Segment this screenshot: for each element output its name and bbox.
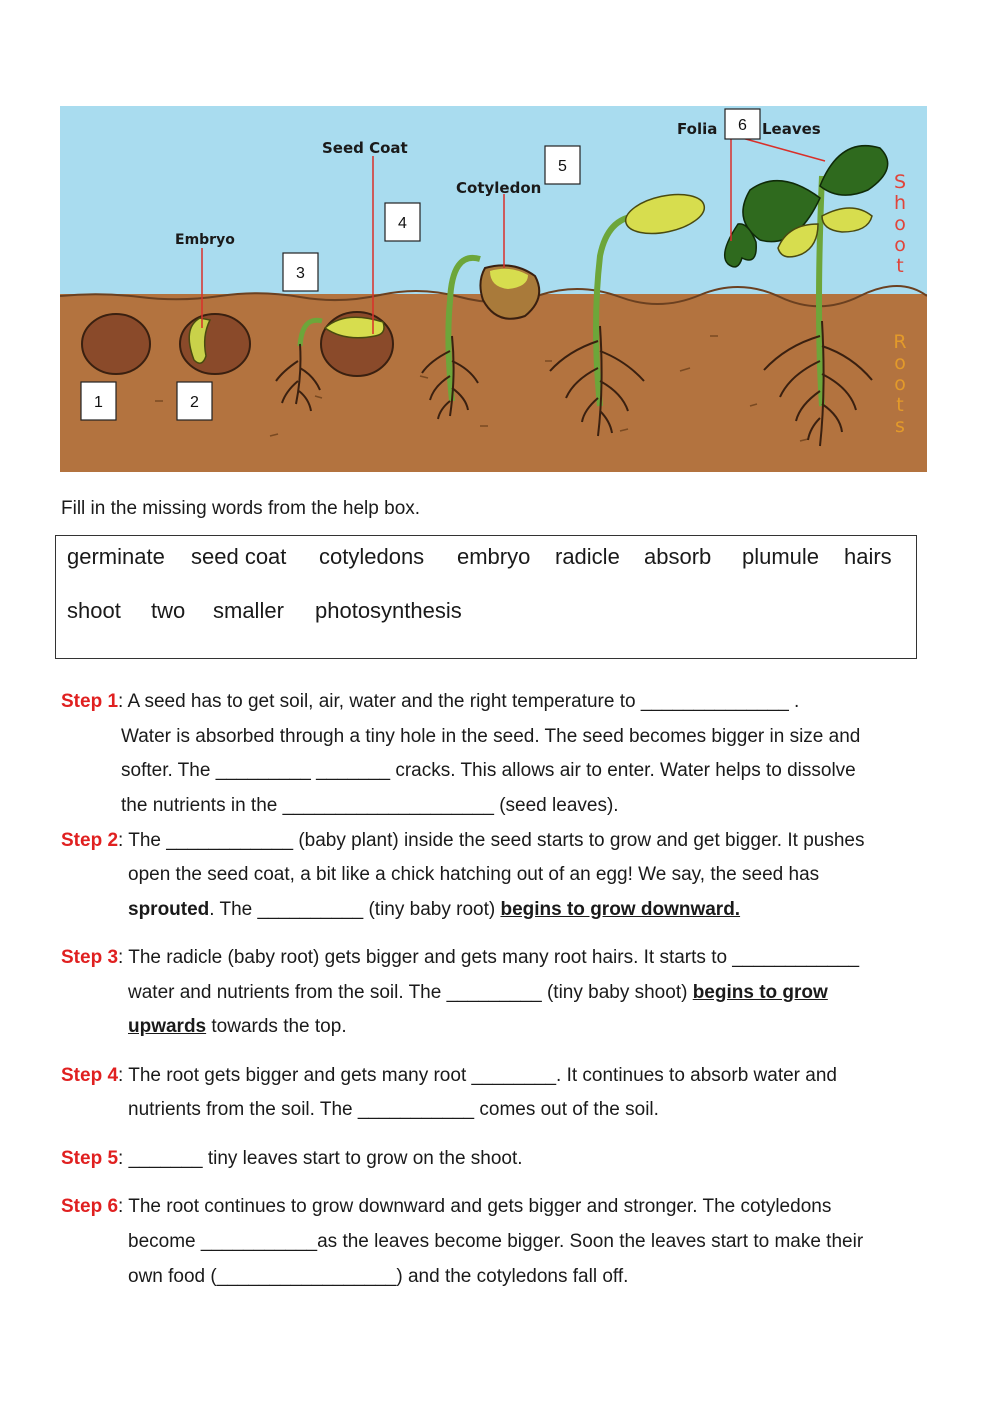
label-cotyledon: Cotyledon <box>456 179 542 197</box>
help-word: seed coat <box>191 544 287 569</box>
step-text: water and nutrients from the soil. The _________ (tiny baby shoot) <box>128 982 693 1003</box>
step-text: : The radicle (baby root) gets bigger and gets many root hairs. It starts to ____________ <box>118 947 860 968</box>
step-text: become ___________as the leaves become bigger. Soon the leaves start to make their <box>128 1231 864 1252</box>
shoot-letter: S <box>893 171 907 193</box>
answer-box-4[interactable] <box>385 203 420 241</box>
step-text: . The __________ (tiny baby root) <box>209 899 501 920</box>
answer-box-number: 6 <box>738 117 747 134</box>
step-text: Water is absorbed through a tiny hole in the seed. The seed becomes bigger in size and <box>121 726 861 747</box>
roots-letter: o <box>894 352 906 374</box>
label-foliage-left: Folia <box>677 120 718 138</box>
roots-letter: R <box>893 331 907 353</box>
answer-box-number: 1 <box>94 394 103 411</box>
step-text: towards the top. <box>206 1016 347 1037</box>
help-box <box>55 535 917 659</box>
roots-letter: t <box>896 394 904 416</box>
help-word: plumule <box>742 544 820 569</box>
step-text: : The ____________ (baby plant) inside the seed starts to grow and get bigger. It pushes <box>118 830 865 851</box>
step-label: Step 3 <box>61 947 119 968</box>
help-word: cotyledons <box>319 544 425 569</box>
label-seed-coat: Seed Coat <box>322 139 408 157</box>
answer-box-6[interactable] <box>725 109 760 139</box>
step-text: : A seed has to get soil, air, water and the right temperature to ______________ . <box>118 691 800 712</box>
step-text: : The root gets bigger and gets many root ________. It continues to absorb water and <box>118 1065 837 1086</box>
answer-box-1[interactable] <box>81 382 116 420</box>
answer-box-3[interactable] <box>283 253 318 291</box>
help-word: embryo <box>457 544 531 569</box>
underlined-phrase: begins to grow downward. <box>500 899 741 920</box>
help-word: germinate <box>67 544 165 569</box>
step-label: Step 1 <box>61 691 119 712</box>
help-word: photosynthesis <box>315 598 462 623</box>
step-label: Step 2 <box>61 830 119 851</box>
bold-word: sprouted <box>128 899 210 920</box>
step-label: Step 5 <box>61 1148 119 1169</box>
roots-letter: s <box>895 415 905 437</box>
help-word: radicle <box>555 544 620 569</box>
underlined-phrase: upwards <box>128 1016 207 1037</box>
answer-box-number: 3 <box>296 265 305 282</box>
stage-6-stem <box>819 176 822 406</box>
shoot-letter: t <box>896 255 904 277</box>
underlined-phrase: begins to grow <box>692 982 828 1003</box>
shoot-letter: o <box>894 234 906 256</box>
label-foliage-right: Leaves <box>762 120 821 138</box>
help-word: absorb <box>644 544 712 569</box>
seed-1 <box>82 314 150 374</box>
step-text: : _______ tiny leaves start to grow on the shoot. <box>118 1148 523 1169</box>
help-word: shoot <box>67 598 121 623</box>
instruction: Fill in the missing words from the help box. <box>61 498 421 519</box>
step-text: the nutrients in the ____________________ (seed leaves). <box>121 795 619 816</box>
answer-box-5[interactable] <box>545 146 580 184</box>
step-text: nutrients from the soil. The ___________ comes out of the soil. <box>128 1099 659 1120</box>
shoot-letter: h <box>893 192 907 214</box>
germination-diagram <box>60 106 927 472</box>
answer-box-number: 2 <box>190 394 199 411</box>
roots-letter: o <box>894 373 906 395</box>
step-text: own food (_________________) and the cotyledons fall off. <box>128 1266 629 1287</box>
label-embryo: Embryo <box>175 232 235 248</box>
shoot-letter: o <box>894 213 906 235</box>
answer-box-2[interactable] <box>177 382 212 420</box>
step-label: Step 6 <box>61 1196 119 1217</box>
answer-box-number: 4 <box>398 215 407 232</box>
answer-box-number: 5 <box>558 158 567 175</box>
label-roots <box>893 331 906 437</box>
step-text: open the seed coat, a bit like a chick hatching out of an egg! We say, the seed has <box>128 864 820 885</box>
step-text: softer. The _________ _______ cracks. This allows air to enter. Water helps to dissolve <box>121 760 856 781</box>
help-word: smaller <box>213 598 284 623</box>
step-label: Step 4 <box>61 1065 119 1086</box>
help-word: hairs <box>844 544 892 569</box>
help-word: two <box>151 598 186 623</box>
step-text: : The root continues to grow downward and gets bigger and stronger. The cotyledons <box>118 1196 832 1217</box>
